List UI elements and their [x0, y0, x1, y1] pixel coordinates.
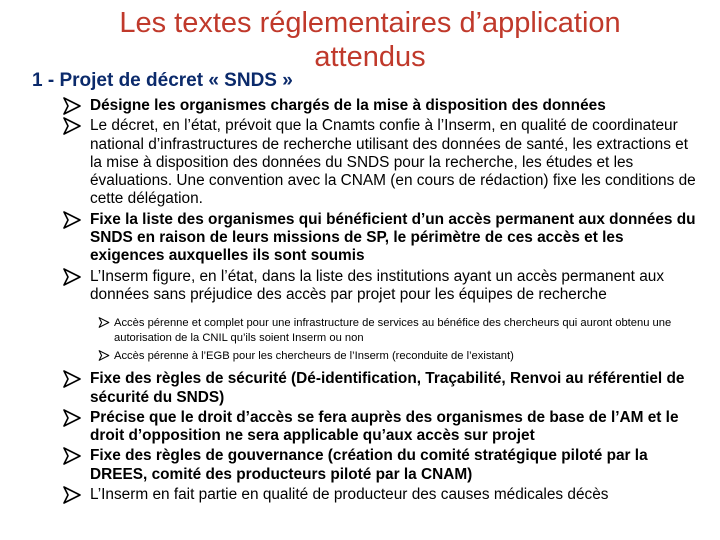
- arrow-right-icon: [62, 268, 84, 286]
- bullet-text: Fixe des règles de sécurité (Dé-identification, Traçabilité, Renvoi au référentiel de sécurité du SNDS): [90, 370, 685, 406]
- slide-subtitle: 1 - Projet de décret « SNDS »: [32, 70, 293, 91]
- arrow-right-icon: [62, 370, 84, 388]
- bullet-list: [62, 97, 702, 506]
- bullet-item: [62, 97, 702, 115]
- sub-bullet-list: [90, 316, 702, 364]
- sub-bullet-item: [90, 316, 702, 346]
- arrow-right-icon: [98, 317, 112, 328]
- bullet-text: Désigne les organismes chargés de la mise à disposition des données: [90, 97, 606, 114]
- arrow-right-icon: [62, 409, 84, 427]
- sub-bullet-item: [90, 349, 702, 364]
- arrow-right-icon: [62, 97, 84, 115]
- bullet-text: L’Inserm en fait partie en qualité de producteur des causes médicales décès: [90, 486, 609, 504]
- bullet-text: Fixe la liste des organismes qui bénéficient d’un accès permanent aux données du SNDS en raison de leurs missions de SP, le périmètre de ces accès et les exigences auxquelles ils sont soumis: [90, 210, 696, 265]
- bullet-text: Fixe des règles de gouvernance (création du comité stratégique piloté par la DREES, comité des producteurs piloté par la CNAM): [90, 447, 648, 483]
- bullet-item: [62, 447, 702, 484]
- bullet-item: [62, 211, 702, 266]
- sub-bullet-text: Accès pérenne et complet pour une infrastructure de services au bénéfice des chercheurs qui auront obtenu une autorisation de la CNIL qu’ils soient Inserm ou non: [114, 317, 672, 345]
- arrow-right-icon: [98, 350, 112, 361]
- bullet-item: [62, 486, 702, 504]
- bullet-text: L’Inserm figure, en l’état, dans la liste des institutions ayant un accès permanent aux données sans préjudice des accès par projet pour les équipes de recherche: [90, 267, 665, 303]
- bullet-item: [62, 117, 702, 208]
- arrow-right-icon: [62, 117, 84, 135]
- arrow-right-icon: [62, 447, 84, 465]
- sub-bullet-text: Accès pérenne à l’EGB pour les chercheurs de l’Inserm (reconduite de l’existant): [114, 350, 514, 363]
- arrow-right-icon: [62, 486, 84, 504]
- bullet-text: Le décret, en l’état, prévoit que la Cnamts confie à l’Inserm, en qualité de coordinateur national d’infrastructures de recherche utilisant des données de santé, les extractions et la mise à disposition des données du SNDS pour la recherche, les études et les évaluations. Une convention avec la CNAM (en cours de rédaction) fixe les conditions de cette délégation.: [90, 117, 696, 208]
- bullet-text: Précise que le droit d’accès se fera auprès des organismes de base de l’AM et le droit d’opposition ne sera applicable qu’aux accès sur projet: [90, 408, 679, 445]
- bullet-item: [62, 370, 702, 407]
- bullet-item: [62, 409, 702, 446]
- bullet-item: [62, 268, 702, 365]
- slide-title: Les textes réglementaires d’application attendus: [119, 7, 621, 73]
- arrow-right-icon: [62, 211, 84, 229]
